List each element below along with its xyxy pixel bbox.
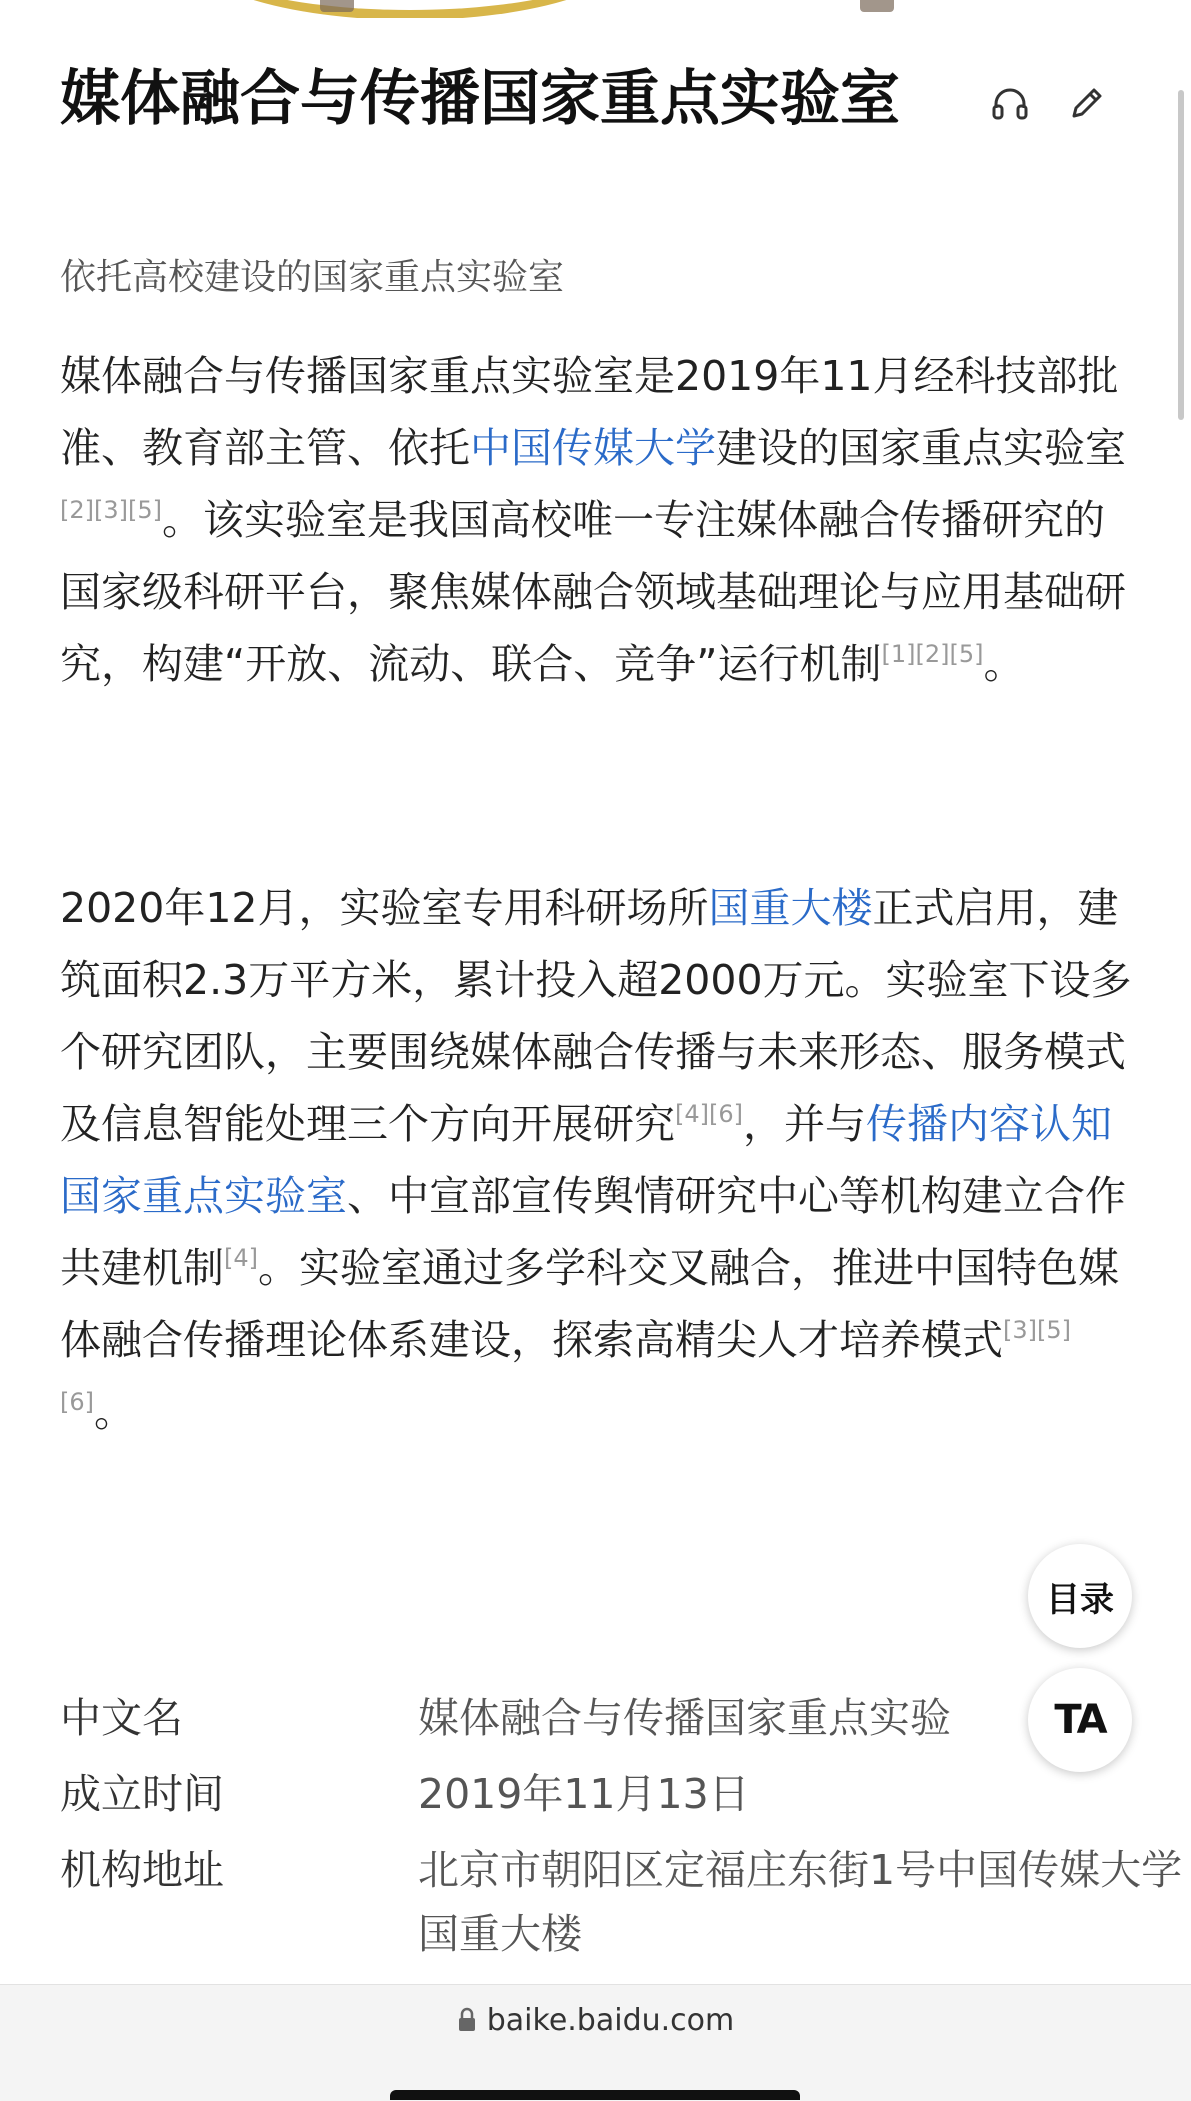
link-content-cognition-lab[interactable]: 传播内容认知国家重点实验室: [60, 1100, 1112, 1220]
url-text: baike.baidu.com: [486, 2003, 735, 2038]
home-indicator[interactable]: [390, 2090, 800, 2100]
info-label: 机构地址: [60, 1846, 224, 1894]
font-size-button[interactable]: TA: [1028, 1668, 1132, 1772]
info-value: 2019年11月13日: [418, 1770, 750, 1818]
browser-address-bar[interactable]: [0, 1984, 1191, 2101]
url-display[interactable]: [0, 2003, 1191, 2041]
link-cuc[interactable]: 中国传媒大学: [470, 424, 716, 472]
toc-button[interactable]: 目录: [1028, 1544, 1132, 1648]
paragraph-2: 2020年12月，实验室专用科研场所国重大楼正式启用，建筑面积2.3万平方米，累计投入超2000万元。实验室下设多个研究团队，主要围绕媒体融合传播与未来形态、服务模式及信息智能处理三个方向开展研究[4][6]，并与传播内容认知国家重点实验室、中宣部宣传舆情研究中心等机构建立合作共建机制[4]。实验室通过多学科交叉融合，推进中国特色媒体融合传播理论体系建设，探索高精尖人才培养模式[3][5][6]。: [60, 884, 1132, 1436]
info-label: 中文名: [60, 1694, 183, 1742]
paragraph-1: 媒体融合与传播国家重点实验室是2019年11月经科技部批准、教育部主管、依托中国传媒大学建设的国家重点实验室[2][3][5]。该实验室是我国高校唯一专注媒体融合传播研究的国家级科研平台，聚焦媒体融合领域基础理论与应用基础研究，构建“开放、流动、联合、竞争”运行机制[1][2][5]。: [60, 352, 1126, 688]
citation[interactable]: [1][2][5]: [881, 640, 984, 668]
info-value: 媒体融合与传播国家重点实验: [418, 1694, 951, 1742]
lock-icon: [457, 2006, 477, 2041]
page-subtitle: 依托高校建设的国家重点实验室: [60, 257, 565, 298]
page-title: 媒体融合与传播国家重点实验室: [60, 64, 900, 134]
citation[interactable]: [4]: [224, 1244, 258, 1272]
citation[interactable]: [3][5][6]: [60, 1316, 1071, 1416]
link-guozhong-building[interactable]: 国重大楼: [708, 884, 873, 932]
info-value: 北京市朝阳区定福庄东街1号中国传媒大学国重大楼: [418, 1846, 1183, 1958]
pencil-icon[interactable]: [1064, 82, 1108, 126]
citation[interactable]: [4][6]: [675, 1100, 743, 1128]
hero-image-fragment: [0, 0, 1191, 18]
scrollbar[interactable]: [1178, 90, 1184, 420]
info-label: 成立时间: [60, 1770, 224, 1818]
headphones-icon[interactable]: [988, 82, 1032, 126]
citation[interactable]: [2][3][5]: [60, 496, 162, 524]
